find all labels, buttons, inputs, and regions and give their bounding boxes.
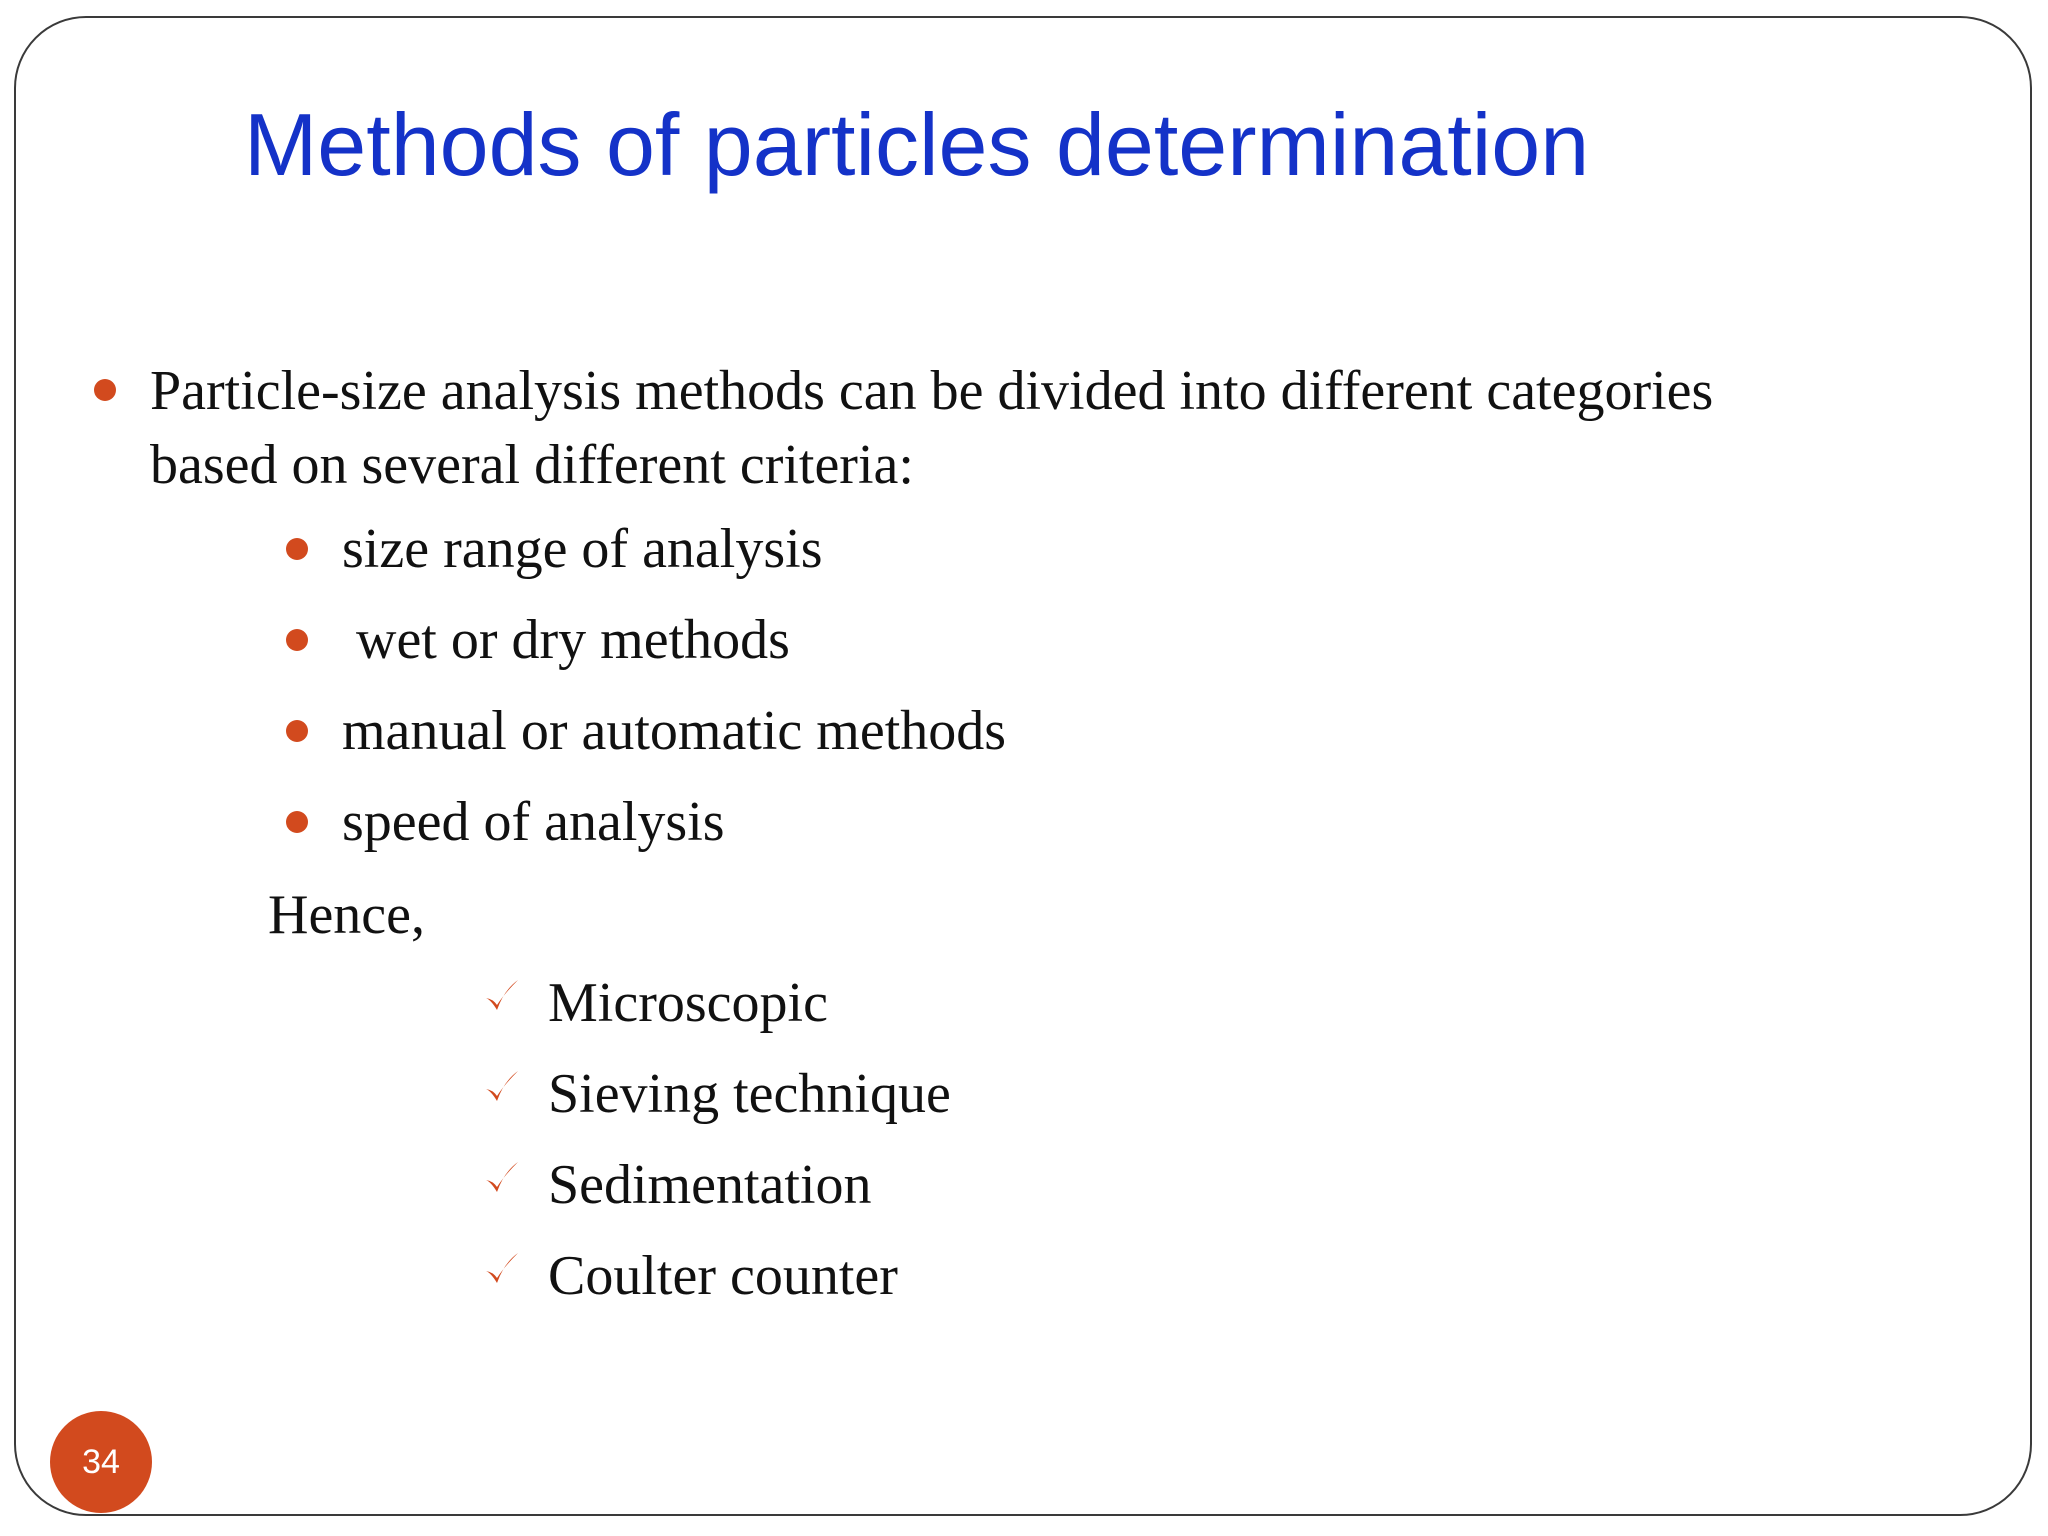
method-label: Microscopic <box>548 972 828 1034</box>
method-label: Coulter counter <box>548 1245 898 1307</box>
criteria-label: wet or dry methods <box>342 609 790 671</box>
method-label: Sieving technique <box>548 1063 951 1125</box>
checkmark-icon <box>484 1249 520 1289</box>
hence-label: Hence, <box>268 884 426 946</box>
main-bullet-line-1: Particle-size analysis methods can be divided into different categories <box>150 360 1714 422</box>
bullet-dot-icon <box>286 720 308 742</box>
criteria-label: manual or automatic methods <box>342 700 1007 762</box>
bullet-dot-icon <box>286 629 308 651</box>
main-bullet-text <box>150 354 1713 502</box>
checkmark-icon <box>484 976 520 1016</box>
method-label: Sedimentation <box>548 1154 872 1216</box>
bullet-dot-icon <box>286 538 308 560</box>
main-bullet-line-2: based on several different criteria: <box>150 434 914 496</box>
criteria-label: size range of analysis <box>342 518 823 580</box>
checkmark-icon <box>484 1158 520 1198</box>
slide-title: Methods of particles determination <box>244 95 1590 194</box>
criteria-label: speed of analysis <box>342 791 725 853</box>
checkmark-icon <box>484 1067 520 1107</box>
bullet-dot-icon <box>94 379 116 401</box>
bullet-dot-icon <box>286 811 308 833</box>
slide <box>14 16 2032 1516</box>
page-number-badge: 34 <box>50 1411 152 1513</box>
